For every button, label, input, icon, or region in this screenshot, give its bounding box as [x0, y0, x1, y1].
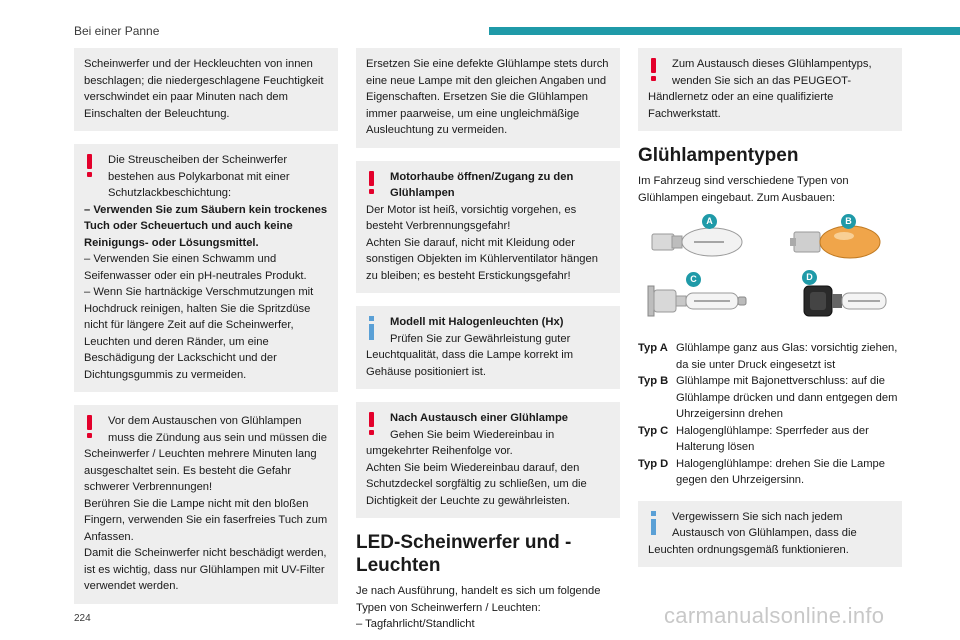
info-icon — [650, 511, 658, 535]
warning-box-after-replacement — [356, 402, 620, 518]
warning-icon — [368, 171, 376, 195]
warning-item: – Verwenden Sie einen Schwamm und Seifenwasser oder ein pH-neutrales Produkt. — [84, 253, 307, 282]
warning-title: Motorhaube öffnen/Zugang zu den Glühlampen — [390, 170, 574, 199]
warning-lead: Gehen Sie beim Wiedereinbau in — [390, 428, 555, 441]
watermark: carmanualsonline.info — [664, 603, 885, 628]
note-box-replace-pairs — [356, 48, 620, 148]
info-lead: Vergewissern Sie sich nach jedem Austausch von Glühlampen, dass die — [672, 510, 857, 539]
column-middle — [356, 48, 620, 633]
bulb-type-row — [638, 373, 902, 423]
section-heading-bulb-types: Glühlampentypen — [638, 145, 799, 166]
bulb-type-key: Typ D — [638, 457, 669, 470]
page-number: 224 — [74, 613, 91, 624]
warning-body: Der Motor ist heiß, vorsichtig vorgehen, es besteht Verbrennungsgefahr! — [366, 203, 577, 232]
warning-item: – Wenn Sie hartnäckige Verschmutzungen mit Hochdruck reinigen, halten Sie die Spritzdüse nicht für längere Zeit auf die Scheinwerfer, Leuchten und deren Ränder, um eine Beschädigung der Lackschicht und der Dichtungsgummis zu vermeiden. — [84, 286, 314, 381]
warning-box-lens-cleaning — [74, 144, 338, 392]
warning-body: Achten Sie beim Wiedereinbau darauf, den Schutzdeckel sorgfältig zu schließen, um die Dichtigkeit der Leuchte zu gewährleisten. — [366, 461, 587, 507]
bulb-type-text: Halogenglühlampe: drehen Sie die Lampe gegen den Uhrzeigersinn. — [676, 457, 885, 486]
info-body: Leuchtqualität, dass die Lampe korrekt im Gehäuse positioniert ist. — [366, 349, 574, 378]
section-heading-led: LED-Scheinwerfer und -Leuchten — [356, 532, 572, 576]
bulb-c-image — [644, 278, 754, 324]
bulb-type-text: Glühlampe mit Bajonettverschluss: auf die Glühlampe drücken und dann entgegen dem Uhrzeigersinn drehen — [676, 375, 898, 420]
warning-box-ignition — [74, 405, 338, 604]
bulb-type-row — [638, 456, 902, 489]
bulb-type-row — [638, 340, 902, 373]
info-body: Leuchten ordnungsgemäß funktionieren. — [648, 543, 849, 556]
bulb-type-text: Halogenglühlampe: Sperrfeder aus der Halterung lösen — [676, 424, 869, 453]
warning-body: Händlernetz oder an eine qualifizierte Fachwerkstatt. — [648, 91, 834, 120]
bulb-b-image — [788, 220, 888, 264]
warning-body: umgekehrter Reihenfolge vor. — [366, 445, 513, 457]
info-icon — [368, 316, 376, 340]
info-box-check-lights — [638, 501, 902, 568]
warning-body: Berühren Sie die Lampe nicht mit den bloßen Fingern, verwenden Sie ein faserfreies Tuch zum Anfassen. — [84, 497, 328, 543]
warning-body: Damit die Scheinwerfer nicht beschädigt werden, ist es wichtig, dass nur Glühlampen mit UV-Filter verwendet werden. — [84, 547, 327, 592]
warning-body: Scheinwerfer / Leuchten mehrere Minuten lang ausgeschaltet sein. Es besteht die Gefahr schwerer Verbrennungen! — [84, 448, 317, 493]
column-left — [74, 48, 338, 617]
bulb-label-c: C — [686, 272, 701, 287]
warning-icon — [650, 58, 658, 82]
note-box-fogging — [74, 48, 338, 131]
warning-body: Achten Sie darauf, nicht mit Kleidung oder sonstigen Objekten im Kühlerventilator hängen zu bleiben; es besteht Erstickungsgefahr! — [366, 236, 598, 282]
bulb-type-list — [638, 340, 902, 489]
warning-lead: Die Streuscheiben der Scheinwerfer bestehen aus Polykarbonat mit einer Schutzlackbeschichtung: — [108, 154, 290, 199]
warning-icon — [368, 412, 376, 436]
bulb-label-d: D — [802, 270, 817, 285]
warning-item: – Verwenden Sie zum Säubern kein trockenes Tuch oder Scheuertuch und auch keine Reinigungs- oder Lösungsmittel. — [84, 203, 328, 249]
section-paragraph: Je nach Ausführung, handelt es sich um folgende Typen von Scheinwerfern / Leuchten: — [356, 585, 601, 614]
bulb-type-text: Glühlampe ganz aus Glas: vorsichtig ziehen, da sie unter Druck eingesetzt ist — [676, 342, 898, 371]
section-paragraph: Im Fahrzeug sind verschiedene Typen von Glühlampen eingebaut. Zum Ausbauen: — [638, 175, 849, 204]
bulb-type-key: Typ C — [638, 424, 669, 437]
column-right — [638, 48, 902, 580]
info-title: Modell mit Halogenleuchten (Hx) — [390, 316, 564, 328]
bulb-a-image — [646, 220, 746, 264]
list-item: – Tagfahrlicht/Standlicht — [356, 618, 475, 630]
warning-title: Nach Austausch einer Glühlampe — [390, 412, 569, 424]
warning-box-hood — [356, 161, 620, 294]
warning-icon — [86, 415, 94, 439]
note-text: Scheinwerfer und der Heckleuchten von innen beschlagen; die niedergeschlagene Feuchtigkeit verschwindet ein paar Minuten nach dem Einschalten der Beleuchtung. — [84, 58, 324, 120]
bulb-illustrations — [638, 212, 902, 330]
note-text: Ersetzen Sie eine defekte Glühlampe stets durch eine neue Lampe mit den gleichen Angaben und Eigenschaften. Ersetzen Sie die Glühlampen immer paarweise, um eine ungleichmäßige Ausleuchtung zu vermeiden. — [366, 58, 609, 136]
running-header: Bei einer Panne — [74, 24, 160, 38]
info-box-halogen — [356, 306, 620, 389]
warning-box-dealer — [638, 48, 902, 131]
bulb-type-row — [638, 423, 902, 456]
bulb-label-a: A — [702, 214, 717, 229]
header-accent-bar — [489, 27, 960, 35]
warning-lead: Vor dem Austauschen von Glühlampen muss die Zündung aus sein und müssen die — [108, 415, 327, 444]
bulb-d-image — [796, 278, 896, 324]
warning-lead: Zum Austausch dieses Glühlampentyps, wenden Sie sich an das PEUGEOT- — [672, 58, 872, 87]
bulb-type-key: Typ A — [638, 342, 668, 354]
info-lead: Prüfen Sie zur Gewährleistung guter — [390, 332, 571, 345]
warning-icon — [86, 154, 94, 178]
bulb-type-key: Typ B — [638, 375, 669, 387]
bulb-label-b: B — [841, 214, 856, 229]
